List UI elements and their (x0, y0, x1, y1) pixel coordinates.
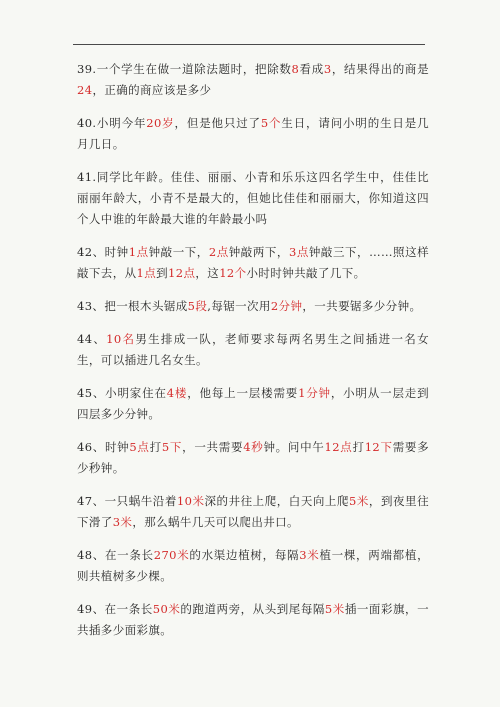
highlighted-value: 20岁 (146, 116, 175, 130)
problem-text: 需要多少秒钟。 (77, 440, 430, 475)
problem-text: 一只蜗牛沿着 (104, 494, 177, 508)
problem-text: ，他每上一层楼需要 (187, 386, 299, 400)
problem-text: ，小明从一层走到四层多少分钟。 (77, 386, 429, 421)
problem-text: 看成 (299, 62, 324, 76)
problem-text: 深的井往上爬，白天向上爬 (204, 494, 349, 508)
problem-48 (77, 545, 429, 587)
problem-text: ，正确的商应该是多少 (92, 83, 212, 97)
highlighted-value: 4秒 (243, 440, 264, 454)
problem-text: 生日，请问小明的生日是几月几日。 (77, 116, 429, 151)
highlighted-value: 3米 (299, 548, 320, 562)
problem-number: 47、 (77, 494, 105, 508)
problem-40 (77, 113, 429, 155)
highlighted-value: 1点 (128, 245, 149, 259)
problem-text: 在一条长 (104, 602, 153, 616)
problem-text: 小时时钟共敲了几下。 (246, 266, 366, 280)
highlighted-value: 10米 (176, 494, 205, 508)
problem-gap (77, 479, 429, 491)
problem-text: 时钟 (104, 245, 129, 259)
problem-number: 41. (77, 170, 97, 184)
highlighted-value: 5段 (187, 299, 208, 313)
highlighted-value: 5下 (161, 440, 183, 454)
problem-text: ,每锯一次用 (207, 299, 271, 313)
problem-number: 46、 (77, 440, 105, 454)
problem-text: ，到夜里往下滑了 (77, 494, 429, 529)
highlighted-value: 8 (291, 62, 300, 76)
top-rule (73, 44, 425, 45)
problem-text: 在一条长 (104, 548, 154, 562)
problem-gap (77, 371, 429, 383)
problem-42 (77, 242, 429, 284)
highlighted-value: 50米 (152, 602, 181, 616)
problem-45 (77, 383, 429, 425)
problem-41 (77, 167, 429, 230)
problem-gap (77, 425, 429, 437)
problem-44 (77, 329, 429, 371)
highlighted-value: 2点 (208, 245, 229, 259)
problem-text: 打 (352, 440, 365, 454)
problem-gap (77, 533, 429, 545)
highlighted-value: 3 (323, 62, 332, 76)
problem-number: 39. (77, 62, 97, 76)
problem-number: 43、 (77, 299, 105, 313)
problem-text: 把一根木头锯成 (104, 299, 188, 313)
problem-text: 到 (156, 266, 169, 280)
problem-text: 钟敲一下， (148, 245, 209, 259)
problem-text: ，结果得出的商是 (331, 62, 429, 76)
problem-number: 44、 (77, 332, 107, 346)
highlighted-value: 10名 (106, 332, 136, 346)
highlighted-value: 5米 (349, 494, 369, 508)
problem-text: 小明今年 (96, 116, 147, 130)
problem-text: 一个学生在做一道除法题时，把除数 (96, 62, 292, 76)
problem-number: 45、 (77, 386, 106, 400)
problem-43 (77, 296, 429, 317)
problem-text: 钟敲三下，……照这样敲下去，从 (77, 245, 430, 280)
highlighted-value: 12点 (168, 266, 196, 280)
problem-number: 49、 (77, 602, 105, 616)
problem-text: 时钟 (104, 440, 130, 454)
highlighted-value: 5米 (324, 602, 345, 616)
problem-46 (77, 437, 429, 479)
problem-text: 钟。问中午 (263, 440, 325, 454)
problem-gap (77, 587, 429, 599)
problem-text: 小明家住在 (105, 386, 167, 400)
problem-text: 男生排成一队，老师要求每两名男生之间插进一名女生，可以插进几名女生。 (77, 332, 429, 367)
problem-47 (77, 491, 429, 533)
problem-number: 42、 (77, 245, 105, 259)
problem-text: ，一共要锯多少分钟。 (302, 299, 422, 313)
problem-49 (77, 599, 429, 641)
highlighted-value: 5点 (129, 440, 150, 454)
highlighted-value: 5个 (260, 116, 282, 130)
problem-number: 48、 (77, 548, 105, 562)
problem-gap (77, 155, 429, 167)
problem-gap (77, 284, 429, 296)
problem-gap (77, 317, 429, 329)
highlighted-value: 24 (77, 83, 93, 97)
problem-gap (77, 101, 429, 113)
problem-text: 同学比年龄。佳佳、丽丽、小青和乐乐这四名学生中，佳佳比丽丽年龄大，小青不是最大的，但她比佳佳和丽丽大，你知道这四个人中谁的年龄最大谁的年龄最小吗 (77, 170, 429, 226)
problem-text: ，那么蜗牛几天可以爬出井口。 (132, 515, 299, 529)
highlighted-value: 1点 (136, 266, 157, 280)
problem-text: ，这 (195, 266, 220, 280)
problem-text: 的跑道两旁，从头到尾每隔 (180, 602, 325, 616)
problem-number: 40. (77, 116, 97, 130)
problem-text: 打 (149, 440, 162, 454)
problem-text: 的水渠边植树，每隔 (189, 548, 300, 562)
problem-gap (77, 230, 429, 242)
problem-text: 插一面彩旗，一共插多少面彩旗。 (77, 602, 429, 637)
problem-list (77, 59, 429, 641)
problem-39 (77, 59, 429, 101)
highlighted-value: 1分钟 (298, 386, 331, 400)
highlighted-value: 12下 (364, 440, 393, 454)
problem-text: 植一棵，两端都植，则共植树多少棵。 (77, 548, 429, 583)
highlighted-value: 2分钟 (270, 299, 303, 313)
highlighted-value: 12个 (219, 266, 247, 280)
highlighted-value: 12点 (324, 440, 353, 454)
highlighted-value: 3米 (112, 515, 133, 529)
problem-text: 钟敲两下， (228, 245, 289, 259)
highlighted-value: 3点 (288, 245, 309, 259)
highlighted-value: 4楼 (166, 386, 188, 400)
problem-text: ，但是他只过了 (174, 116, 261, 130)
problem-text: ，一共需要 (182, 440, 244, 454)
highlighted-value: 270米 (153, 548, 190, 562)
